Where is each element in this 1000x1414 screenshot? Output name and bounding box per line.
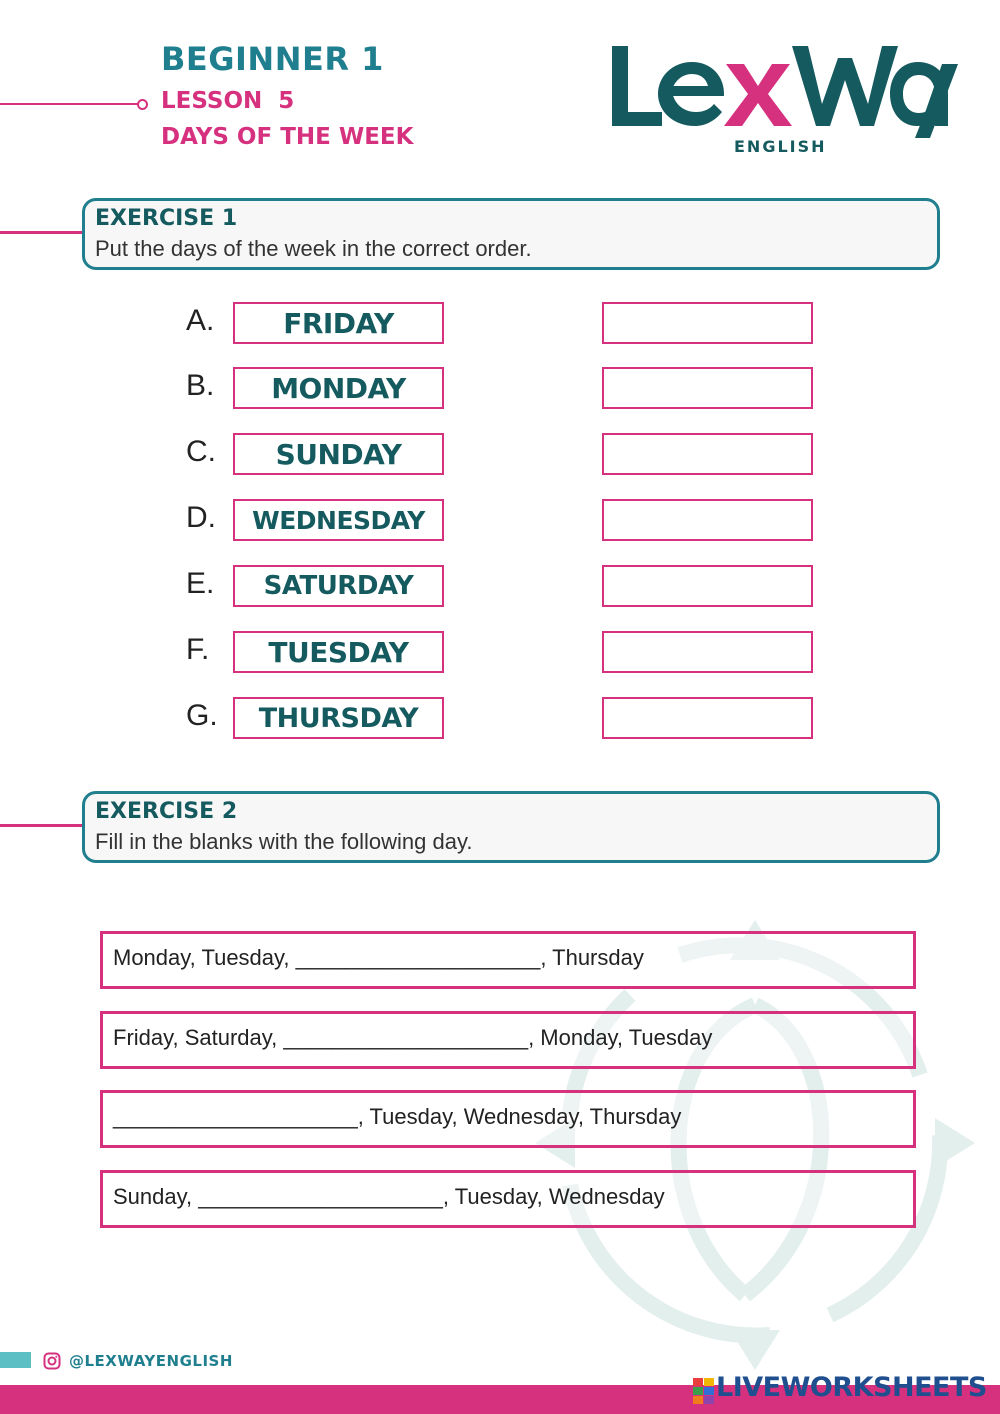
fill-blank-row[interactable] (100, 1011, 916, 1069)
instagram-icon (43, 1352, 61, 1370)
answer-box[interactable] (602, 367, 813, 409)
exercise1-instruction: Put the days of the week in the correct order. (95, 236, 532, 261)
day-word: TUESDAY (233, 631, 444, 673)
exercise1-row (186, 433, 816, 475)
item-letter: A. (186, 304, 215, 337)
logo-subtitle: ENGLISH (734, 137, 827, 156)
exercise1-decor-line (0, 231, 84, 234)
lesson-topic: DAYS OF THE WEEK (161, 124, 414, 150)
liveworksheets-wordmark[interactable]: LIVEWORKSHEETS (716, 1372, 987, 1403)
liveworksheets-icon (693, 1376, 715, 1406)
fill-blank-sentence: ____________________, Tuesday, Wednesday, Thursday (113, 1104, 682, 1129)
lexway-logo (608, 30, 958, 140)
fill-blank-row[interactable] (100, 1170, 916, 1228)
logo-letter-l (612, 46, 662, 126)
item-letter: G. (186, 699, 218, 732)
exercise1-row (186, 697, 816, 739)
exercise2-header (82, 791, 940, 863)
day-word: WEDNESDAY (233, 499, 444, 541)
exercise1-row (186, 631, 816, 673)
exercise1-header (82, 198, 940, 270)
day-word: MONDAY (233, 367, 444, 409)
day-word: THURSDAY (233, 697, 444, 739)
fill-blank-sentence: Monday, Tuesday, ____________________, Thursday (113, 945, 644, 970)
footer-accent (0, 1352, 31, 1368)
exercise1-title: EXERCISE 1 (95, 206, 238, 231)
logo-letter-x (724, 64, 792, 126)
fill-blank-sentence: Friday, Saturday, ____________________, Monday, Tuesday (113, 1025, 713, 1050)
item-letter: E. (186, 567, 215, 600)
answer-box[interactable] (602, 631, 813, 673)
exercise1-row (186, 565, 816, 607)
exercise2-title: EXERCISE 2 (95, 799, 238, 824)
answer-box[interactable] (602, 565, 813, 607)
logo-letter-e (658, 62, 724, 126)
instagram-handle[interactable]: @LEXWAYENGLISH (69, 1352, 233, 1370)
header-decor-line (0, 103, 138, 105)
exercise1-row (186, 367, 816, 409)
day-word: SUNDAY (233, 433, 444, 475)
course-level: BEGINNER 1 (161, 40, 384, 78)
item-letter: C. (186, 435, 216, 468)
item-letter: D. (186, 501, 216, 534)
fill-blank-row[interactable] (100, 931, 916, 989)
exercise1-row (186, 499, 816, 541)
answer-box[interactable] (602, 499, 813, 541)
logo-letter-w (792, 46, 898, 126)
exercise1-row (186, 302, 816, 344)
item-letter: B. (186, 369, 215, 402)
item-letter: F. (186, 633, 210, 666)
fill-blank-row[interactable] (100, 1090, 916, 1148)
answer-box[interactable] (602, 302, 813, 344)
fill-blank-sentence: Sunday, ____________________, Tuesday, Wednesday (113, 1184, 665, 1209)
day-word: FRIDAY (233, 302, 444, 344)
answer-box[interactable] (602, 697, 813, 739)
exercise2-instruction: Fill in the blanks with the following day. (95, 829, 473, 854)
lesson-number: LESSON 5 (161, 88, 295, 114)
answer-box[interactable] (602, 433, 813, 475)
day-word: SATURDAY (233, 565, 444, 607)
header-decor-dot (137, 99, 148, 110)
exercise2-decor-line (0, 824, 84, 827)
